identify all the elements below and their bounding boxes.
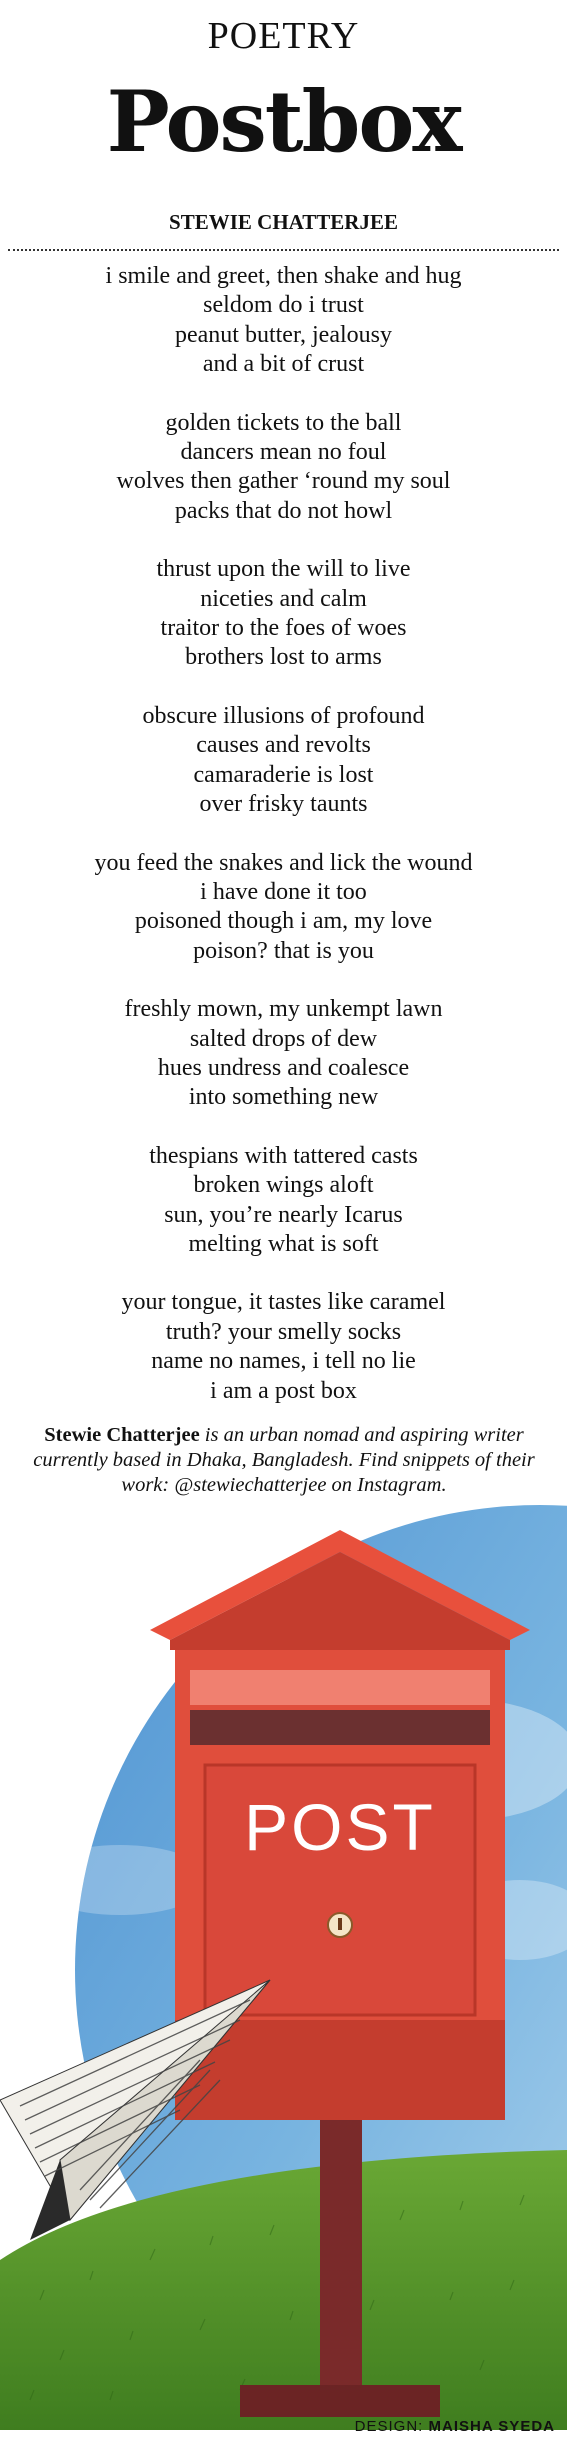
author-bio: [16, 1423, 552, 1498]
poem-line: thespians with tattered casts: [149, 1142, 418, 1169]
poem-line: camaraderie is lost: [193, 761, 374, 788]
stanza: [0, 1142, 567, 1260]
dotted-divider: [8, 249, 559, 251]
stanza: [0, 849, 567, 967]
poem-line: niceties and calm: [200, 585, 367, 612]
poem-line: traitor to the foes of woes: [160, 615, 407, 642]
poem-line: hues undress and coalesce: [157, 1054, 410, 1081]
poem-line: peanut butter, jealousy: [175, 321, 392, 348]
stanza: [0, 409, 567, 527]
poem-line: seldom do i trust: [203, 292, 364, 319]
stanza: [0, 555, 567, 673]
poem-line: i am a post box: [210, 1377, 357, 1404]
poem-line: i smile and greet, then shake and hug: [105, 263, 462, 289]
poem-line: packs that do not howl: [174, 497, 393, 524]
poem-line: obscure illusions of profound: [142, 702, 425, 729]
poem-line: you feed the snakes and lick the wound: [94, 849, 473, 876]
poem-line: dancers mean no foul: [180, 439, 387, 466]
postbox-illustration: [0, 1500, 567, 2430]
credit-designer: MAISHA SYEDA: [428, 2418, 555, 2435]
poem-line: poisoned though i am, my love: [134, 908, 433, 935]
poem-line: truth? your smelly socks: [165, 1318, 402, 1345]
stanza: [0, 702, 567, 820]
poem-line: thrust upon the will to live: [156, 556, 411, 583]
poem-line: into something new: [188, 1084, 379, 1111]
poem-line: wolves then gather ‘round my soul: [116, 468, 451, 495]
poem-body: [0, 262, 567, 1435]
poem-line: broken wings aloft: [193, 1172, 374, 1199]
postbox-slot-band: [190, 1710, 490, 1745]
poem-line: your tongue, it tastes like caramel: [121, 1289, 446, 1316]
postbox-post: [320, 2120, 362, 2390]
postbox-band: [190, 1670, 490, 1705]
poem-line: freshly mown, my unkempt lawn: [124, 996, 443, 1023]
poem-line: golden tickets to the ball: [165, 409, 402, 436]
poem-line: i have done it too: [200, 878, 367, 905]
bio-name: Stewie Chatterjee: [44, 1424, 200, 1446]
credit-label: DESIGN:: [354, 2418, 429, 2435]
stanza: [0, 1288, 567, 1406]
poem-line: brothers lost to arms: [185, 644, 382, 671]
author-byline: STEWIE CHATTERJEE: [169, 210, 398, 234]
section-label: POETRY: [207, 15, 360, 57]
poem-line: poison? that is you: [193, 937, 374, 964]
design-credit: [355, 2418, 555, 2435]
poem-line: sun, you’re nearly Icarus: [164, 1201, 403, 1228]
poem-line: melting what is soft: [188, 1230, 379, 1257]
poem-line: and a bit of crust: [202, 351, 365, 378]
stanza: [0, 262, 567, 380]
postbox-base: [240, 2385, 440, 2417]
bio-text: is an urban nomad and aspiring writer currently based in Dhaka, Bangladesh. Find snippets of their work: @stewiechatterjee on Instagram.: [33, 1424, 535, 1496]
poem-title: Postbox: [106, 72, 461, 171]
poem-line: name no names, i tell no lie: [151, 1348, 416, 1375]
poem-line: over frisky taunts: [199, 791, 368, 818]
stanza: [0, 995, 567, 1113]
poem-line: causes and revolts: [196, 732, 371, 759]
poem-line: salted drops of dew: [189, 1025, 378, 1052]
postbox-label: POST: [244, 1790, 436, 1864]
